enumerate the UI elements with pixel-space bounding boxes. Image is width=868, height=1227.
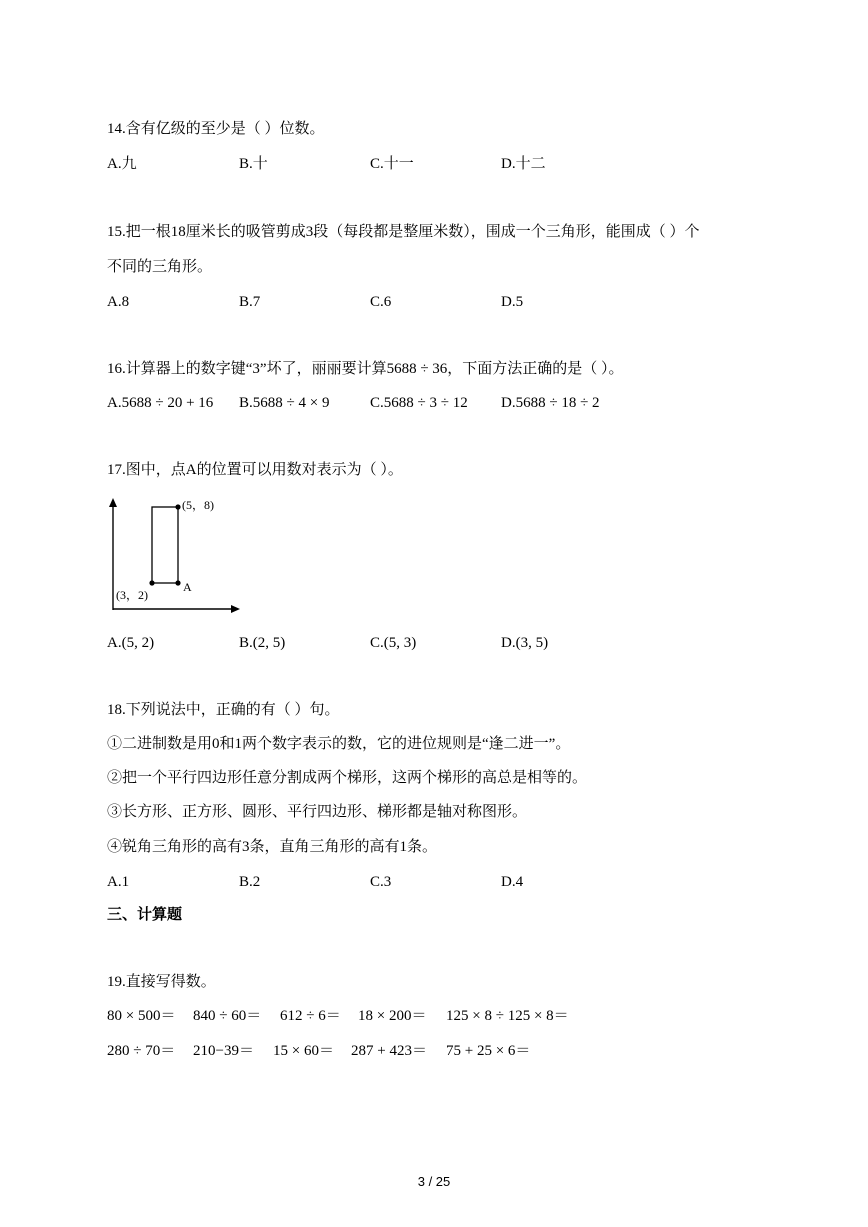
q16-option-c: C.5688 ÷ 3 ÷ 12 [370,395,468,411]
q14-option-d: D.十二 [501,156,546,172]
q15-stem-line1: 15.把一根18厘米长的吸管剪成3段（每段都是整厘米数），围成一个三角形，能围成（ ）个 [107,224,700,240]
point-top-right [175,504,180,509]
q17-option-c: C.(5, 3) [370,635,417,651]
q17-stem: 17.图中，点A的位置可以用数对表示为（ ）。 [107,462,403,478]
q18-option-c: C.3 [370,874,392,890]
q19-row2-item2: 210−39＝ [193,1043,254,1059]
q16-option-b: B.5688 ÷ 4 × 9 [239,395,330,411]
q16-stem: 16.计算器上的数字键“3”坏了，丽丽要计算5688 ÷ 36，下面方法正确的是（ ）。 [107,361,624,377]
q19-row1-item5: 125 × 8 ÷ 125 × 8＝ [446,1008,569,1024]
q14-stem: 14.含有亿级的至少是（ ）位数。 [107,121,325,137]
q16-option-a: A.5688 ÷ 20 + 16 [107,395,214,411]
q18-option-b: B.2 [239,874,261,890]
y-axis-arrow-icon [109,498,117,507]
q18-option-d: D.4 [501,874,524,890]
q14-option-c: C.十一 [370,156,414,172]
point-bottom-left [149,580,154,585]
q19-row2-item3: 15 × 60＝ [273,1043,334,1059]
q17-coordinate-figure [100,495,245,615]
point-a [175,580,180,585]
q19-stem: 19.直接写得数。 [107,974,216,990]
q14-option-b: B.十 [239,156,268,172]
q18-option-a: A.1 [107,874,130,890]
q15-option-d: D.5 [501,294,524,310]
q19-row1-item3: 612 ÷ 6＝ [280,1008,341,1024]
label-bottom-left: (3，2) [116,588,148,602]
q19-row1-item2: 840 ÷ 60＝ [193,1008,262,1024]
q18-stem: 18.下列说法中，正确的有（ ）句。 [107,702,340,718]
x-axis-arrow-icon [231,605,240,613]
label-point-a: A [183,580,192,594]
q17-option-b: B.(2, 5) [239,635,286,651]
rectangle [152,507,178,583]
q17-option-a: A.(5, 2) [107,635,155,651]
q19-row1-item1: 80 × 500＝ [107,1008,176,1024]
q18-statement-2: ②把一个平行四边形任意分割成两个梯形，这两个梯形的高总是相等的。 [107,770,588,786]
label-top-right: (5，8) [182,498,214,512]
q19-row1-item4: 18 × 200＝ [358,1008,427,1024]
q19-row2-item4: 287 + 423＝ [351,1043,427,1059]
q19-row2-item5: 75 + 25 × 6＝ [446,1043,531,1059]
q16-option-d: D.5688 ÷ 18 ÷ 2 [501,395,600,411]
q18-statement-1: ①二进制数是用0和1两个数字表示的数，它的进位规则是“逢二进一”。 [107,736,571,752]
q17-option-d: D.(3, 5) [501,635,549,651]
q15-option-c: C.6 [370,294,392,310]
q18-statement-3: ③长方形、正方形、圆形、平行四边形、梯形都是轴对称图形。 [107,804,528,820]
q15-option-b: B.7 [239,294,261,310]
q19-row2-item1: 280 ÷ 70＝ [107,1043,176,1059]
q14-option-a: A.九 [107,156,137,172]
q15-option-a: A.8 [107,294,130,310]
section-title: 三、计算题 [107,907,183,923]
page-number: 3 / 25 [417,1174,451,1189]
q15-stem-line2: 不同的三角形。 [107,259,213,275]
q18-statement-4: ④锐角三角形的高有3条，直角三角形的高有1条。 [107,839,438,855]
